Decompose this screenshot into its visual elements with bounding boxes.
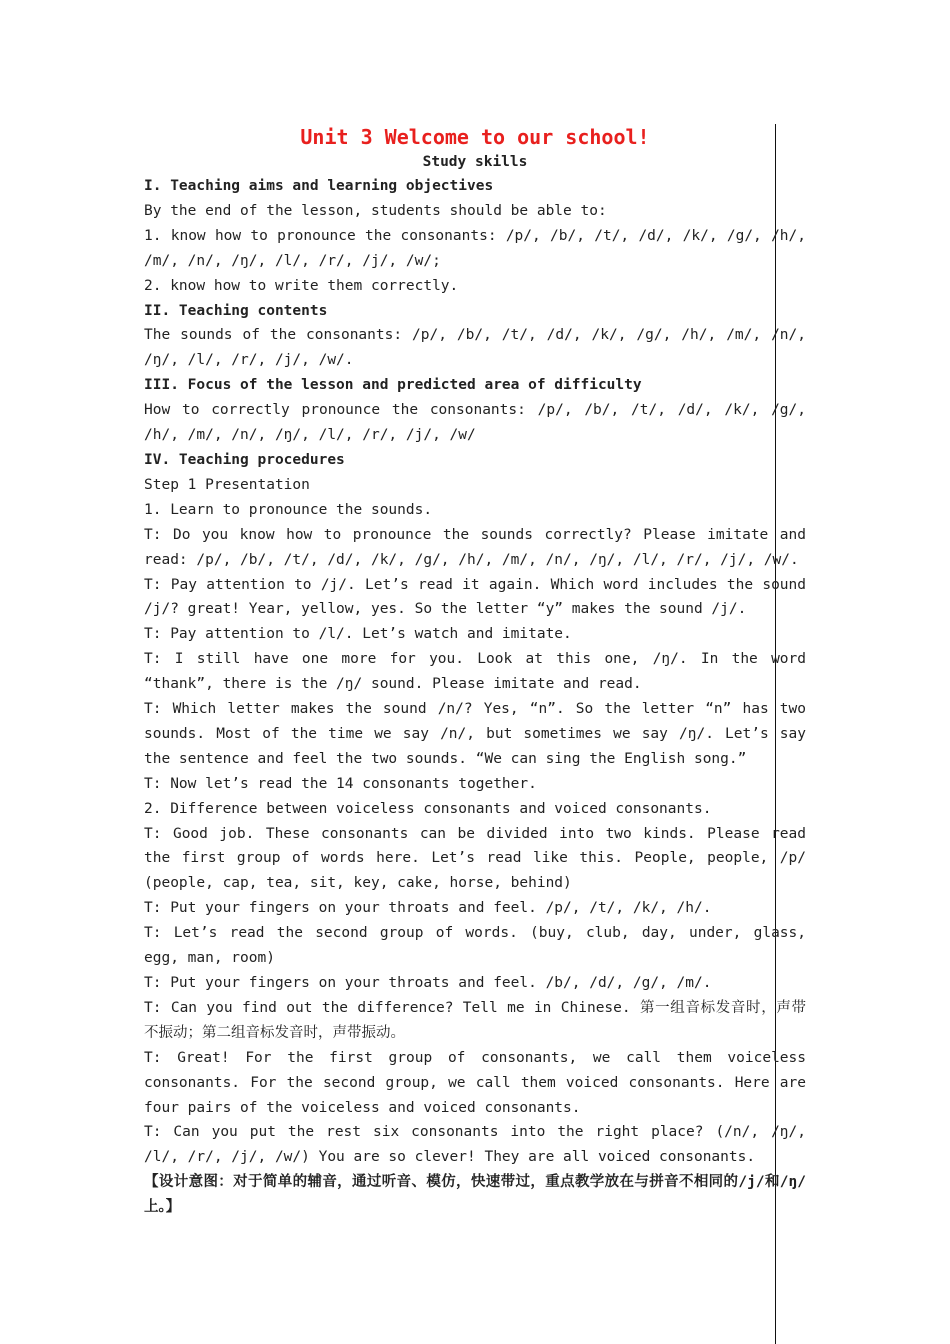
paragraph: How to correctly pronounce the consonants: /p/, /b/, /t/, /d/, /k/, /g/, /h/, /m/, /n/, /ŋ/, /l/, /r/, /j/, /w/ [144,402,806,444]
document-body [144,174,806,1220]
document-title: Unit 3 Welcome to our school! [300,125,650,149]
section-heading: I. Teaching aims and learning objectives [144,178,494,194]
paragraph: By the end of the lesson, students should be able to: [144,202,607,219]
section-heading: II. Teaching contents [144,302,328,319]
section-heading: 【设计意图：对于简单的辅音，通过听音、模仿，快速带过，重点教学放在与拼音不相同的/j/和/ŋ/上。】 [144,1174,806,1216]
section-heading: IV. Teaching procedures [144,451,345,468]
paragraph: T: I still have one more for you. Look at this one, /ŋ/. In the word “thank”, there is the /ŋ/ sound. Please imitate and read. [144,651,806,693]
paragraph: T: Which letter makes the sound /n/? Yes, “n”. So the letter “n” has two sounds. Most of the time we say /n/, but sometimes we say /ŋ/. Let’s say the sentence and feel the two sounds. “We can sing the English song.” [144,701,806,767]
paragraph: The sounds of the consonants: /p/, /b/, /t/, /d/, /k/, /g/, /h/, /m/, /n/, /ŋ/, /l/, /r/, /j/, /w/. [144,327,806,369]
paragraph: 2. know how to write them correctly. [144,277,459,294]
paragraph: T: Great! For the first group of consonants, we call them voiceless consonants. For the second group, we call them voiced consonants. Here are four pairs of the voiceless and voiced consonants. [144,1049,806,1116]
paragraph: T: Do you know how to pronounce the sounds correctly? Please imitate and read: /p/, /b/, /t/, /d/, /k/, /g/, /h/, /m/, /n/, /ŋ/, /l/, /r/, /j/, /w/. [144,526,806,568]
paragraph: T: Pay attention to /l/. Let’s watch and imitate. [144,626,572,643]
paragraph: T: Can you put the rest six consonants into the right place? (/n/, /ŋ/, /l/, /r/, /j/, /w/) You are so clever! They are all voiced consonants. [144,1124,806,1166]
document-page [144,124,806,1220]
paragraph: 1. know how to pronounce the consonants: /p/, /b/, /t/, /d/, /k/, /g/, /h/, /m/, /n/, /ŋ/, /l/, /r/, /j/, /w/; [144,227,806,269]
paragraph: T: Let’s read the second group of words. (buy, club, day, under, glass, egg, man, room) [144,925,806,967]
paragraph: 2. Difference between voiceless consonants and voiced consonants. [144,800,712,817]
section-heading: III. Focus of the lesson and predicted area of difficulty [144,377,642,394]
paragraph: T: Good job. These consonants can be divided into two kinds. Please read the first group of words here. Let’s read like this. People, people, /p/ (people, cap, tea, sit, key, cake, horse, behind) [144,825,806,892]
paragraph: Step 1 Presentation [144,476,310,493]
paragraph: T: Can you find out the difference? Tell me in Chinese. 第一组音标发音时，声带不振动；第二组音标发音时，声带振动。 [144,999,806,1041]
paragraph: T: Put your fingers on your throats and feel. /p/, /t/, /k/, /h/. [144,900,712,917]
document-subtitle: Study skills [422,154,528,170]
paragraph: T: Put your fingers on your throats and feel. /b/, /d/, /g/, /m/. [144,975,712,991]
paragraph: 1. Learn to pronounce the sounds. [144,501,433,518]
paragraph: T: Pay attention to /j/. Let’s read it again. Which word includes the sound /j/? great! Year, yellow, yes. So the letter “y” makes the sound /j/. [144,576,806,618]
paragraph: T: Now let’s read the 14 consonants together. [144,775,537,792]
